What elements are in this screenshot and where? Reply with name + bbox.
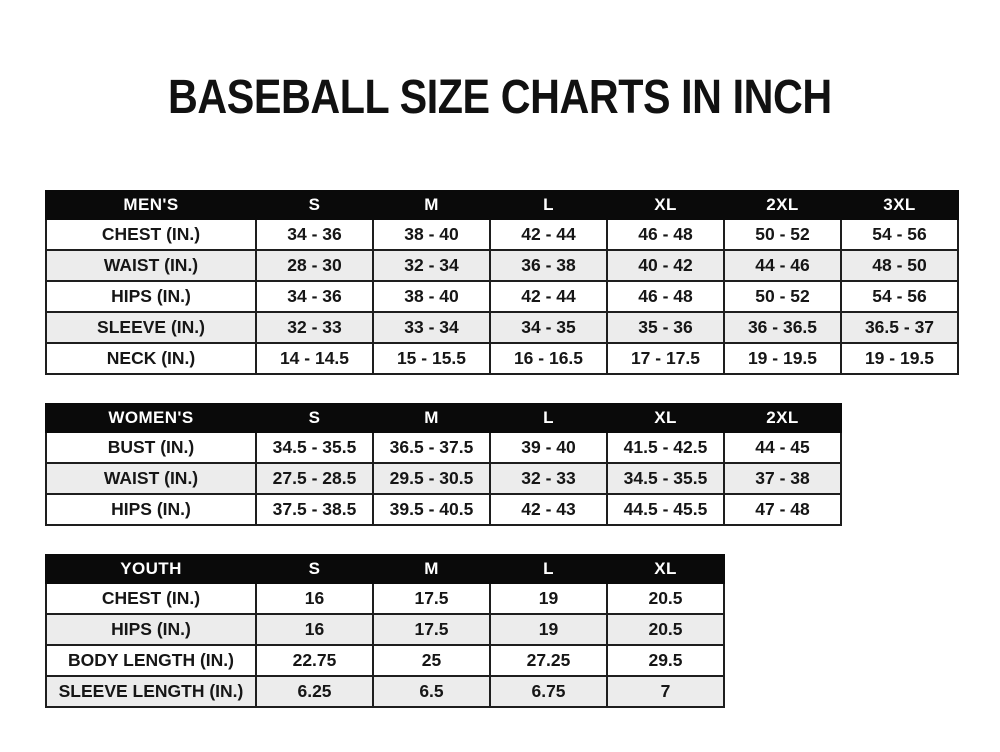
size-value-cell: 17.5 [373,614,490,645]
size-value-cell: 29.5 [607,645,724,676]
size-value-cell: 42 - 43 [490,494,607,525]
size-value-cell: 46 - 48 [607,219,724,250]
size-value-cell: 19 - 19.5 [841,343,958,374]
size-value-cell: 37.5 - 38.5 [256,494,373,525]
size-value-cell: 34 - 36 [256,281,373,312]
table-row [46,494,841,525]
size-value-cell: 44 - 46 [724,250,841,281]
table-row [46,432,841,463]
size-value-cell: 14 - 14.5 [256,343,373,374]
header-row-womens [46,404,841,432]
table-row [46,614,724,645]
row-label: WAIST (IN.) [46,250,256,281]
size-column-header: 2XL [724,191,841,219]
size-value-cell: 50 - 52 [724,219,841,250]
row-label: HIPS (IN.) [46,614,256,645]
size-value-cell: 48 - 50 [841,250,958,281]
size-value-cell: 25 [373,645,490,676]
size-value-cell: 28 - 30 [256,250,373,281]
size-value-cell: 16 [256,583,373,614]
header-row-youth [46,555,724,583]
size-value-cell: 36.5 - 37 [841,312,958,343]
size-column-header: S [256,191,373,219]
size-value-cell: 54 - 56 [841,281,958,312]
size-value-cell: 33 - 34 [373,312,490,343]
row-label: CHEST (IN.) [46,219,256,250]
size-value-cell: 35 - 36 [607,312,724,343]
size-value-cell: 27.5 - 28.5 [256,463,373,494]
row-label: BODY LENGTH (IN.) [46,645,256,676]
table-row [46,645,724,676]
group-header-mens: MEN'S [46,191,256,219]
size-column-header: S [256,555,373,583]
row-label: NECK (IN.) [46,343,256,374]
table-row [46,250,958,281]
size-value-cell: 17 - 17.5 [607,343,724,374]
size-value-cell: 19 [490,614,607,645]
page-title [0,70,1000,125]
size-value-cell: 20.5 [607,583,724,614]
size-value-cell: 29.5 - 30.5 [373,463,490,494]
size-value-cell: 44.5 - 45.5 [607,494,724,525]
size-value-cell: 22.75 [256,645,373,676]
row-label: HIPS (IN.) [46,494,256,525]
size-value-cell: 7 [607,676,724,707]
size-column-header: XL [607,191,724,219]
row-label: WAIST (IN.) [46,463,256,494]
size-value-cell: 34 - 35 [490,312,607,343]
size-column-header: M [373,555,490,583]
size-value-cell: 6.25 [256,676,373,707]
size-value-cell: 39 - 40 [490,432,607,463]
table-row [46,312,958,343]
size-column-header: S [256,404,373,432]
size-value-cell: 34 - 36 [256,219,373,250]
table-row [46,463,841,494]
size-value-cell: 38 - 40 [373,219,490,250]
group-header-youth: YOUTH [46,555,256,583]
size-value-cell: 36 - 38 [490,250,607,281]
size-value-cell: 17.5 [373,583,490,614]
group-header-womens: WOMEN'S [46,404,256,432]
size-table-youth [45,554,725,708]
size-value-cell: 32 - 33 [256,312,373,343]
size-value-cell: 50 - 52 [724,281,841,312]
size-value-cell: 46 - 48 [607,281,724,312]
size-chart-page [0,70,1000,752]
size-column-header: M [373,191,490,219]
size-column-header: L [490,555,607,583]
size-value-cell: 36.5 - 37.5 [373,432,490,463]
size-column-header: M [373,404,490,432]
table-row [46,583,724,614]
table-row [46,219,958,250]
size-value-cell: 42 - 44 [490,219,607,250]
size-value-cell: 42 - 44 [490,281,607,312]
size-column-header: L [490,404,607,432]
size-value-cell: 16 [256,614,373,645]
size-value-cell: 40 - 42 [607,250,724,281]
size-table-womens [45,403,842,526]
table-row [46,676,724,707]
size-value-cell: 37 - 38 [724,463,841,494]
table-row [46,281,958,312]
size-value-cell: 32 - 33 [490,463,607,494]
size-table-mens [45,190,959,375]
size-value-cell: 36 - 36.5 [724,312,841,343]
size-column-header: L [490,191,607,219]
size-value-cell: 38 - 40 [373,281,490,312]
size-value-cell: 19 - 19.5 [724,343,841,374]
size-value-cell: 39.5 - 40.5 [373,494,490,525]
size-value-cell: 44 - 45 [724,432,841,463]
size-value-cell: 19 [490,583,607,614]
size-value-cell: 15 - 15.5 [373,343,490,374]
row-label: SLEEVE (IN.) [46,312,256,343]
size-value-cell: 6.5 [373,676,490,707]
row-label: CHEST (IN.) [46,583,256,614]
size-column-header: XL [607,555,724,583]
size-value-cell: 16 - 16.5 [490,343,607,374]
row-label: SLEEVE LENGTH (IN.) [46,676,256,707]
size-column-header: XL [607,404,724,432]
size-value-cell: 34.5 - 35.5 [256,432,373,463]
size-value-cell: 41.5 - 42.5 [607,432,724,463]
header-row-mens [46,191,958,219]
row-label: BUST (IN.) [46,432,256,463]
size-value-cell: 47 - 48 [724,494,841,525]
size-value-cell: 20.5 [607,614,724,645]
size-value-cell: 6.75 [490,676,607,707]
tables-container [45,190,1000,708]
page-title-text: BASEBALL SIZE CHARTS IN INCH [168,71,832,124]
row-label: HIPS (IN.) [46,281,256,312]
size-value-cell: 34.5 - 35.5 [607,463,724,494]
table-row [46,343,958,374]
size-value-cell: 27.25 [490,645,607,676]
size-value-cell: 54 - 56 [841,219,958,250]
size-column-header: 3XL [841,191,958,219]
size-column-header: 2XL [724,404,841,432]
size-value-cell: 32 - 34 [373,250,490,281]
